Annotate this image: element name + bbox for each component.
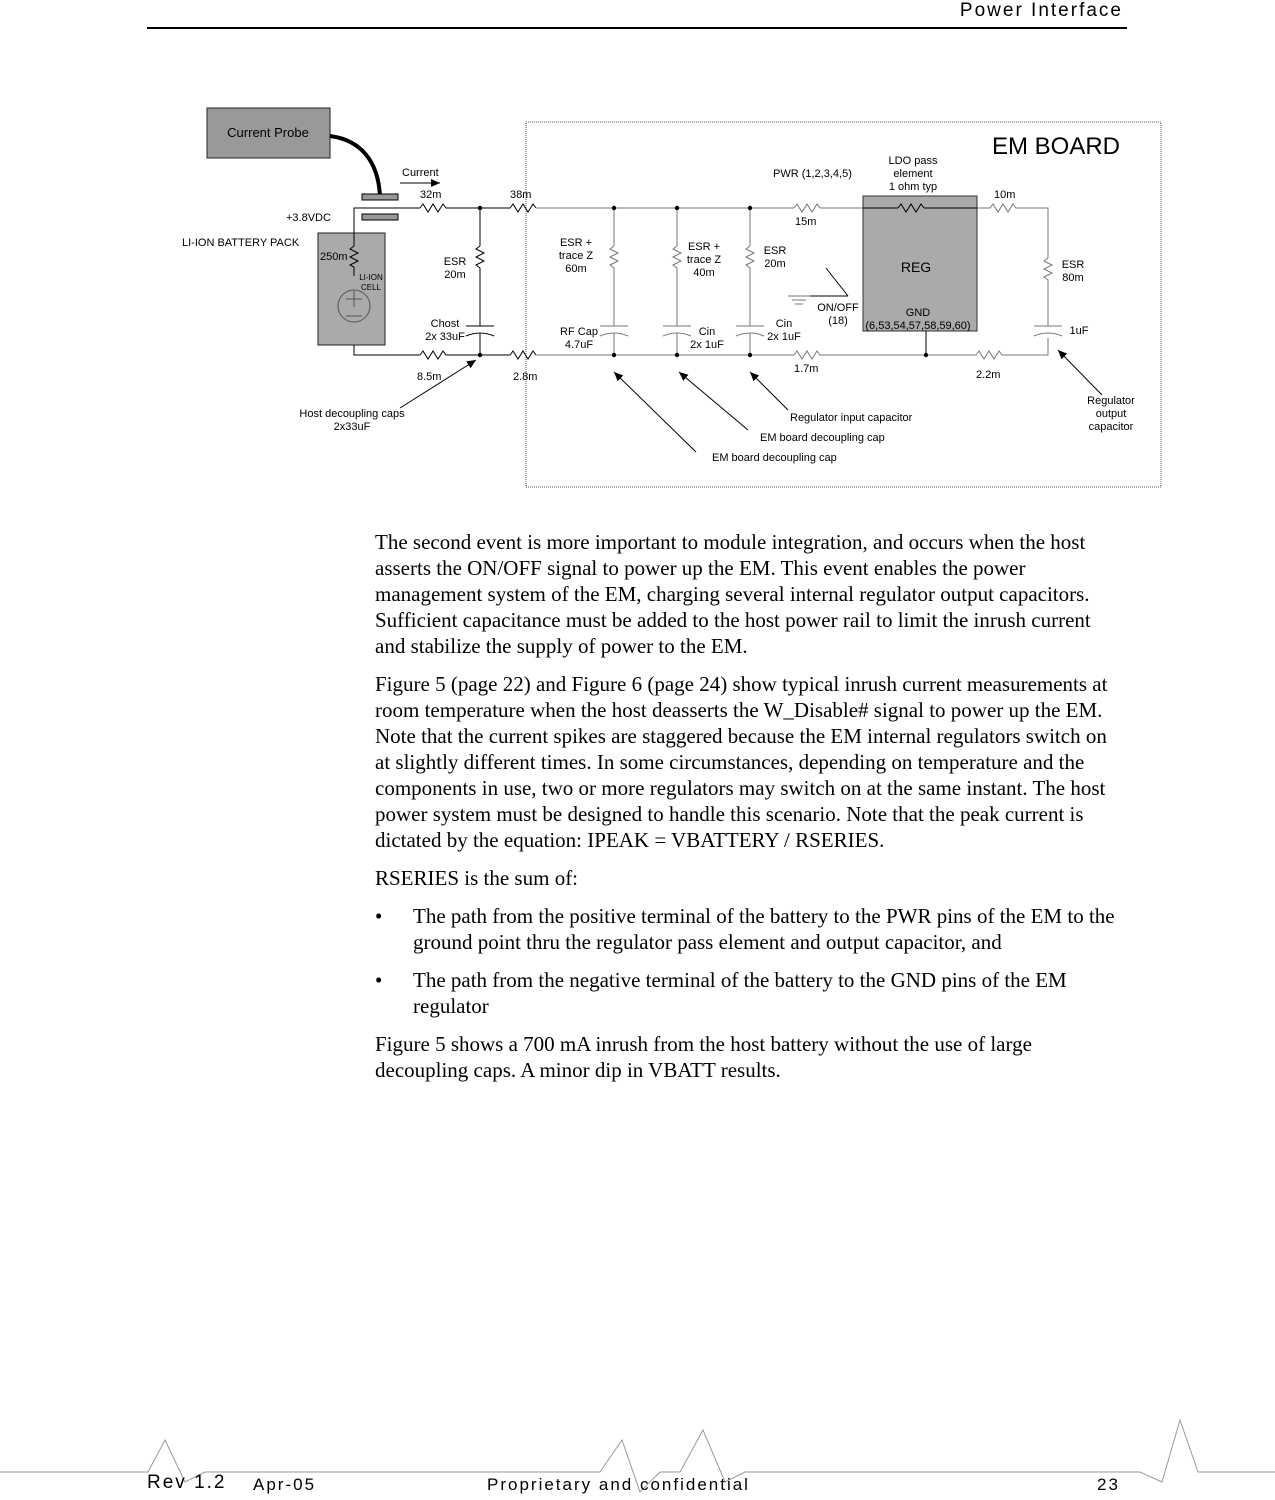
cell-esr-label: 250m xyxy=(320,251,348,263)
page-header-title: Power Interface xyxy=(959,0,1123,21)
cell-label-2: CELL xyxy=(360,283,382,292)
battery-pack-label: LI-ION BATTERY PACK xyxy=(182,237,300,249)
r-32m: 32m xyxy=(420,189,442,201)
bullet-text-2: The path from the negative terminal of the battery to the GND pins of the EM regulator xyxy=(413,968,1067,1018)
ldo-label-3: 1 ohm typ xyxy=(888,181,938,193)
em-decoup-2: EM board decoupling cap xyxy=(712,452,837,464)
reg-out-1: Regulator xyxy=(1087,395,1135,407)
cin1-2: 2x 1uF xyxy=(690,339,724,351)
esr-host-2: 20m xyxy=(444,269,466,281)
power-schematic xyxy=(0,0,1275,500)
reg-label: REG xyxy=(900,259,932,275)
esr-cin2-2: 20m xyxy=(764,258,786,270)
ldo-label-1: LDO pass xyxy=(888,155,938,167)
r-10m: 10m xyxy=(994,189,1016,201)
gnd-label-2: (6,53,54,57,58,59,60) xyxy=(865,320,971,332)
footer-page-number: 23 xyxy=(1097,1475,1120,1494)
esr-rf-2: trace Z xyxy=(558,250,594,262)
r-1-7m: 1.7m xyxy=(794,363,819,375)
esr-cin2-1: ESR xyxy=(763,245,787,257)
branch-rf xyxy=(600,208,628,355)
onoff-switch xyxy=(788,268,848,304)
probe-clamp-2 xyxy=(362,214,398,220)
annotation-arrows xyxy=(400,350,1102,452)
bullet-text-1: The path from the positive terminal of the battery to the PWR pins of the EM to the ground point thru the regulator pass element and output capacitor, and xyxy=(413,904,1115,954)
cap-out-label: 1uF xyxy=(1069,325,1089,337)
footer-rev: Rev 1.2 xyxy=(147,1472,227,1493)
vdc-label: +3.8VDC xyxy=(286,212,331,224)
onoff-label-1: ON/OFF xyxy=(817,302,859,314)
host-caps-2: 2x33uF xyxy=(333,421,371,433)
probe-clamp-1 xyxy=(362,194,398,200)
bullet-glyph: • xyxy=(375,904,383,928)
current-probe-label: Current Probe xyxy=(227,125,309,140)
footer-date: Apr-05 xyxy=(253,1475,317,1494)
branch-host xyxy=(466,208,494,355)
footer-notice: Proprietary and confidential xyxy=(487,1475,750,1494)
reg-input-label: Regulator input capacitor xyxy=(790,412,913,424)
paragraph-2: Figure 5 (page 22) and Figure 6 (page 24) show typical inrush current measurements at room temperature when the host deasserts the W_Disable# signal to power up the EM. Note that the current spikes are staggered because the EM internal regulators switch on at slightly different times. In some circumstances, depending on temperature and the components in use, two or more regulators may switch on at the same instant. The host power system must be designed to handle this scenario. Note that the peak current is dictated by the equation: IPEAK = VBATTERY / RSERIES. xyxy=(375,672,1108,852)
bullet-item-1 xyxy=(375,903,1125,955)
probe-cable xyxy=(330,136,380,196)
cin2-1: Cin xyxy=(775,318,793,330)
esr-host-1: ESR xyxy=(443,256,467,268)
reg-out-3: capacitor xyxy=(1088,421,1134,433)
bottom-rail xyxy=(420,338,1048,359)
host-caps-1: Host decoupling caps xyxy=(299,408,405,420)
body-text xyxy=(375,529,1125,1095)
paragraph-3: RSERIES is the sum of: xyxy=(375,866,579,890)
cin2-2: 2x 1uF xyxy=(767,331,801,343)
rfcap-1: RF Cap xyxy=(560,326,598,338)
rfcap-2: 4.7uF xyxy=(564,339,594,351)
pwr-pins-label: PWR (1,2,3,4,5) xyxy=(773,168,852,180)
branch-cin1 xyxy=(663,208,691,355)
branch-cin2 xyxy=(736,208,764,355)
r-2-8m: 2.8m xyxy=(513,371,538,383)
r-38m: 38m xyxy=(510,189,532,201)
esr-out-1: ESR xyxy=(1061,259,1085,271)
paragraph-4: Figure 5 shows a 700 mA inrush from the host battery without the use of large decoupling caps. A minor dip in VBATT results. xyxy=(375,1032,1032,1082)
cell-label-1: LI-ION xyxy=(359,273,383,282)
esr-rf-1: ESR + xyxy=(559,237,593,249)
current-label: Current xyxy=(402,167,439,179)
gnd-label-1: GND xyxy=(905,307,931,319)
paragraph-1: The second event is more important to module integration, and occurs when the host asserts the ON/OFF signal to power up the EM. This event enables the power management system of the EM, charging several internal regulator output capacitors. Sufficient capacitance must be added to the host power rail to limit the inrush current and stabilize the supply of power to the EM. xyxy=(375,530,1091,658)
chost-2: 2x 33uF xyxy=(425,331,465,343)
bullet-glyph: • xyxy=(375,968,383,992)
r-8-5m: 8.5m xyxy=(417,371,442,383)
ldo-label-2: element xyxy=(893,168,933,180)
esr-cin1-3: 40m xyxy=(693,267,715,279)
esr-cin1-1: ESR + xyxy=(687,241,721,253)
em-decoup-1: EM board decoupling cap xyxy=(760,432,885,444)
cin1-1: Cin xyxy=(698,326,716,338)
chost-1: Chost xyxy=(430,318,460,330)
esr-rf-3: 60m xyxy=(565,263,587,275)
reg-out-2: output xyxy=(1095,408,1127,420)
esr-cin1-2: trace Z xyxy=(686,254,722,266)
branch-out xyxy=(1034,258,1062,336)
esr-out-2: 80m xyxy=(1062,272,1084,284)
bullet-item-2 xyxy=(375,967,1125,1019)
onoff-label-2: (18) xyxy=(828,315,848,327)
em-board-label: EM BOARD xyxy=(992,133,1121,160)
r-15m: 15m xyxy=(795,216,817,228)
r-2-2m: 2.2m xyxy=(976,369,1001,381)
